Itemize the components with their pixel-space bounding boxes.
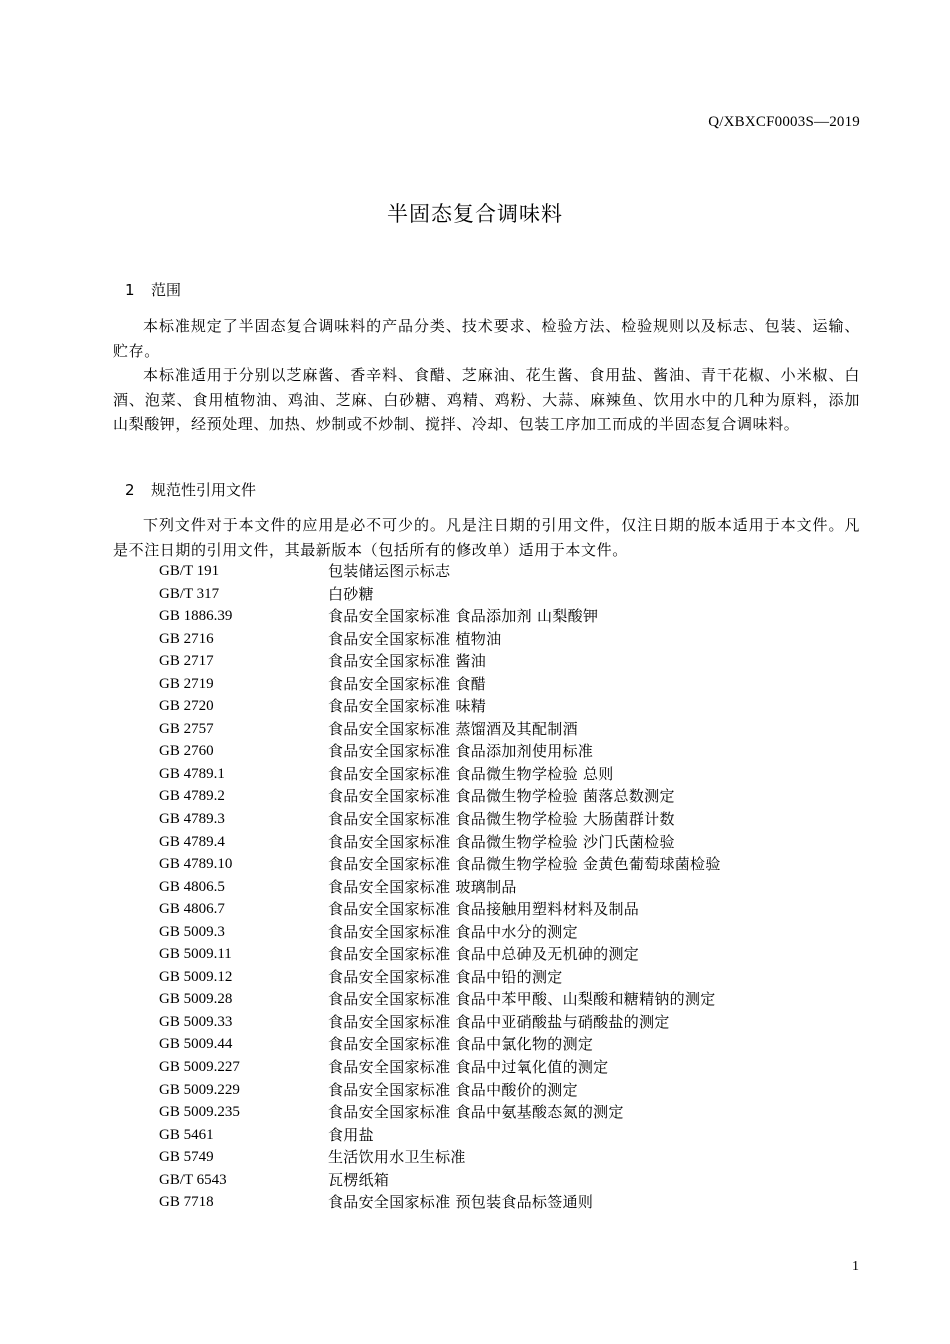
section-title: 规范性引用文件 <box>151 481 257 499</box>
reference-title: 食品安全国家标准 食品中氯化物的测定 <box>328 1035 594 1054</box>
section-heading-normative-references <box>125 479 256 500</box>
reference-item <box>159 943 849 966</box>
reference-code: GB 4789.4 <box>159 833 225 850</box>
reference-title: 食品安全国家标准 食品微生物学检验 菌落总数测定 <box>328 787 675 806</box>
document-title: 半固态复合调味料 <box>387 202 563 226</box>
reference-code: GB 5009.33 <box>159 1013 233 1030</box>
reference-item <box>159 583 849 606</box>
reference-item <box>159 876 849 899</box>
reference-title: 瓦楞纸箱 <box>328 1170 390 1189</box>
reference-code: GB 4789.2 <box>159 788 225 805</box>
scope-paragraph-1: 本标准规定了半固态复合调味料的产品分类、技术要求、检验方法、检验规则以及标志、包装、运输、贮存。 <box>113 317 860 360</box>
reference-title: 食品安全国家标准 食品添加剂 山梨酸钾 <box>328 607 599 626</box>
reference-code: GB 4789.1 <box>159 765 225 782</box>
reference-code: GB 5009.229 <box>159 1081 240 1098</box>
section-number: 2 <box>125 481 135 499</box>
reference-item <box>159 853 849 876</box>
reference-code: GB 5009.235 <box>159 1104 240 1121</box>
reference-code: GB/T 317 <box>159 585 220 602</box>
reference-code: GB/T 191 <box>159 563 220 579</box>
reference-title: 食品安全国家标准 食品中铅的测定 <box>328 967 563 986</box>
reference-item <box>159 1079 849 1102</box>
reference-item <box>159 831 849 854</box>
reference-title: 食品安全国家标准 食品中过氧化值的测定 <box>328 1058 609 1077</box>
reference-code: GB 2717 <box>159 653 214 670</box>
reference-code: GB 4806.5 <box>159 878 225 895</box>
reference-item <box>159 740 849 763</box>
reference-code: GB 5461 <box>159 1126 214 1143</box>
scope-paragraph-2: 本标准适用于分别以芝麻酱、香辛料、食醋、芝麻油、花生酱、食用盐、酱油、青干花椒、小米椒、白酒、泡菜、食用植物油、鸡油、芝麻、白砂糖、鸡精、鸡粉、大蒜、麻辣鱼、饮用水中的几种为原料，添加山梨酸钾，经预处理、加热、炒制或不炒制、搅拌、冷却、包装工序加工而成的半固态复合调味料。 <box>113 366 860 433</box>
reference-code: GB 2760 <box>159 743 214 760</box>
reference-code: GB 5009.11 <box>159 946 232 963</box>
reference-code: GB 4789.3 <box>159 811 225 828</box>
reference-code: GB/T 6543 <box>159 1171 227 1188</box>
reference-item <box>159 1101 849 1124</box>
reference-title: 食品安全国家标准 植物油 <box>328 629 502 648</box>
reference-code: GB 4789.10 <box>159 856 233 873</box>
reference-item <box>159 1124 849 1147</box>
reference-title: 食品安全国家标准 食品中亚硝酸盐与硝酸盐的测定 <box>328 1012 670 1031</box>
document-code: Q/XBXCF0003S—2019 <box>708 114 860 130</box>
reference-code: GB 5749 <box>159 1149 214 1166</box>
section-number: 1 <box>125 281 135 299</box>
reference-title: 生活饮用水卫生标准 <box>328 1148 466 1167</box>
reference-item <box>159 1146 849 1169</box>
reference-title: 食品安全国家标准 预包装食品标签通则 <box>328 1193 594 1212</box>
reference-item <box>159 785 849 808</box>
reference-item <box>159 650 849 673</box>
references-intro-paragraph: 下列文件对于本文件的应用是必不可少的。凡是注日期的引用文件，仅注日期的版本适用于本文件。凡是不注日期的引用文件，其最新版本（包括所有的修改单）适用于本文件。 <box>113 516 860 559</box>
reference-item <box>159 898 849 921</box>
reference-code: GB 5009.28 <box>159 991 233 1008</box>
reference-item <box>159 1011 849 1034</box>
reference-item <box>159 718 849 741</box>
reference-item <box>159 1033 849 1056</box>
reference-title: 食品安全国家标准 食品中总砷及无机砷的测定 <box>328 945 640 964</box>
reference-title: 食品安全国家标准 食品微生物学检验 金黄色葡萄球菌检验 <box>328 855 721 874</box>
reference-title: 食品安全国家标准 食品中水分的测定 <box>328 922 578 941</box>
reference-code: GB 5009.12 <box>159 968 233 985</box>
reference-item <box>159 560 849 583</box>
reference-title: 食品安全国家标准 食品中苯甲酸、山梨酸和糖精钠的测定 <box>328 990 716 1009</box>
reference-title: 食品安全国家标准 酱油 <box>328 652 487 671</box>
reference-code: GB 2719 <box>159 675 214 692</box>
reference-item <box>159 1169 849 1192</box>
reference-item <box>159 673 849 696</box>
reference-title: 食品安全国家标准 食品中酸价的测定 <box>328 1080 578 1099</box>
reference-item <box>159 763 849 786</box>
section-title: 范围 <box>151 281 182 299</box>
reference-item <box>159 605 849 628</box>
reference-item <box>159 1191 849 1214</box>
reference-code: GB 2720 <box>159 698 214 715</box>
reference-item <box>159 628 849 651</box>
reference-title: 食品安全国家标准 玻璃制品 <box>328 877 517 896</box>
reference-title: 食品安全国家标准 食品添加剂使用标准 <box>328 742 594 761</box>
reference-code: GB 5009.227 <box>159 1059 240 1076</box>
reference-title: 食品安全国家标准 味精 <box>328 697 487 716</box>
reference-title: 食品安全国家标准 食品微生物学检验 大肠菌群计数 <box>328 810 675 829</box>
reference-title: 食品安全国家标准 食醋 <box>328 674 487 693</box>
reference-item <box>159 921 849 944</box>
reference-title: 白砂糖 <box>328 584 374 603</box>
reference-title: 食品安全国家标准 食品中氨基酸态氮的测定 <box>328 1103 624 1122</box>
reference-title: 包装储运图示标志 <box>328 562 451 580</box>
reference-code: GB 1886.39 <box>159 608 233 625</box>
reference-code: GB 2757 <box>159 720 214 737</box>
reference-title: 食品安全国家标准 食品微生物学检验 总则 <box>328 764 614 783</box>
reference-item <box>159 988 849 1011</box>
reference-code: GB 5009.44 <box>159 1036 233 1053</box>
reference-code: GB 7718 <box>159 1194 214 1211</box>
reference-title: 食品安全国家标准 食品接触用塑料材料及制品 <box>328 900 640 919</box>
reference-title: 食用盐 <box>328 1125 374 1144</box>
page-number: 1 <box>852 1259 859 1274</box>
reference-item <box>159 695 849 718</box>
reference-code: GB 2716 <box>159 630 214 647</box>
reference-item <box>159 966 849 989</box>
section-heading-scope <box>125 279 181 300</box>
reference-list <box>159 560 849 1214</box>
reference-title: 食品安全国家标准 食品微生物学检验 沙门氏菌检验 <box>328 832 675 851</box>
reference-title: 食品安全国家标准 蒸馏酒及其配制酒 <box>328 719 578 738</box>
reference-item <box>159 808 849 831</box>
reference-item <box>159 1056 849 1079</box>
reference-code: GB 5009.3 <box>159 923 225 940</box>
reference-code: GB 4806.7 <box>159 901 225 918</box>
